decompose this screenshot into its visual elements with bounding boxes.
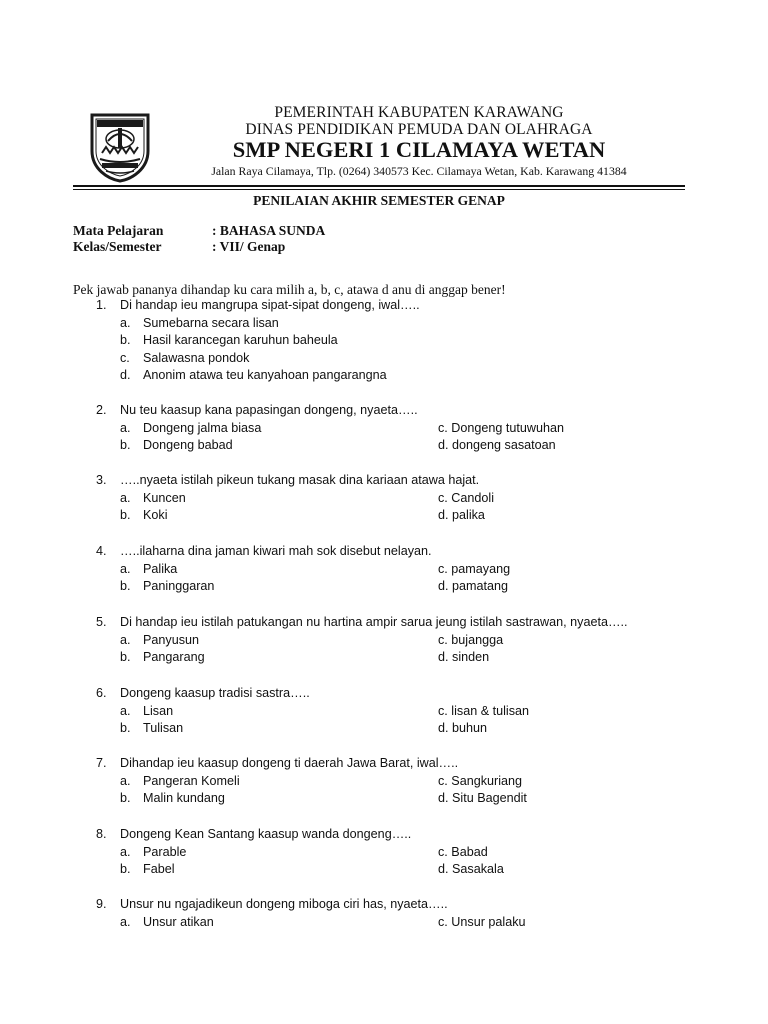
question-number: 7. bbox=[96, 756, 107, 770]
option-item bbox=[438, 915, 526, 929]
option-text: Malin kundang bbox=[143, 791, 225, 806]
question-number: 8. bbox=[96, 827, 107, 841]
question-text: Di handap ieu istilah patukangan nu hartina ampir sarua jeung istilah sastrawan, nyaeta….. bbox=[120, 615, 628, 629]
option-letter: a. bbox=[120, 773, 131, 788]
option-text: pamayang bbox=[451, 561, 511, 576]
option-text: Palika bbox=[143, 561, 178, 576]
option-text: Parable bbox=[143, 844, 187, 859]
option-letter: b. bbox=[120, 508, 131, 523]
option-letter: a. bbox=[120, 561, 131, 576]
option-letter: a. bbox=[120, 490, 131, 505]
option-item bbox=[438, 579, 508, 593]
option-letter: b. bbox=[120, 333, 131, 348]
school-name: SMP NEGERI 1 CILAMAYA WETAN bbox=[232, 137, 606, 162]
option-text: buhun bbox=[452, 721, 488, 736]
option-letter: d. bbox=[438, 438, 453, 453]
option-text: Dongeng babad bbox=[143, 438, 233, 453]
option-item bbox=[438, 862, 504, 876]
option-text: Anonim atawa teu kanyahoan pangarangna bbox=[143, 368, 387, 383]
question-text: Dongeng kaasup tradisi sastra….. bbox=[120, 686, 310, 700]
option-text: Dongeng tutuwuhan bbox=[451, 420, 565, 435]
option-letter: a. bbox=[120, 703, 131, 718]
option-text: Pangeran Komeli bbox=[143, 773, 240, 788]
option-letter: b. bbox=[120, 579, 131, 594]
question-number: 4. bbox=[96, 544, 107, 558]
option-item bbox=[438, 791, 527, 805]
option-letter: c. bbox=[438, 561, 452, 576]
option-letter: b. bbox=[120, 438, 131, 453]
option-letter: c. bbox=[438, 703, 452, 718]
option-letter: c. bbox=[438, 490, 452, 505]
option-text: Sangkuriang bbox=[451, 773, 523, 788]
option-letter: b. bbox=[120, 862, 131, 877]
option-text: dongeng sasatoan bbox=[452, 438, 556, 453]
exam-instruction: Pek jawab pananya dihandap ku cara milih a, b, c, atawa d anu di anggap bener! bbox=[73, 282, 506, 297]
option-letter: b. bbox=[120, 650, 131, 665]
option-text: Fabel bbox=[143, 862, 175, 877]
option-letter: a. bbox=[120, 315, 131, 330]
option-item bbox=[438, 421, 564, 435]
option-item bbox=[438, 704, 529, 718]
question-text: Dihandap ieu kaasup dongeng ti daerah Jawa Barat, iwal….. bbox=[120, 756, 459, 770]
option-text: Sumebarna secara lisan bbox=[143, 315, 279, 330]
option-text: Panyusun bbox=[143, 632, 200, 647]
option-letter: a. bbox=[120, 632, 131, 647]
option-item bbox=[438, 721, 487, 735]
option-text: Candoli bbox=[451, 490, 495, 505]
question-text: …..nyaeta istilah pikeun tukang masak dina kariaan atawa hajat. bbox=[120, 473, 480, 487]
option-text: Unsur atikan bbox=[143, 914, 214, 929]
option-letter: d. bbox=[438, 721, 453, 736]
option-text: pamatang bbox=[452, 579, 509, 594]
question-number: 6. bbox=[96, 686, 107, 700]
class-semester-label: Kelas/Semester bbox=[73, 239, 162, 254]
question-number: 5. bbox=[96, 615, 107, 629]
option-text: bujangga bbox=[451, 632, 504, 647]
option-item bbox=[438, 633, 503, 647]
question-text: Unsur nu ngajadikeun dongeng miboga ciri has, nyaeta….. bbox=[120, 897, 448, 911]
option-text: Dongeng jalma biasa bbox=[143, 420, 262, 435]
question-text: Di handap ieu mangrupa sipat-sipat dongeng, iwal….. bbox=[120, 298, 420, 312]
option-item bbox=[438, 508, 485, 522]
class-semester-value: : VII/ Genap bbox=[212, 239, 286, 254]
option-letter: b. bbox=[120, 791, 131, 806]
option-item bbox=[438, 650, 489, 664]
option-letter: c. bbox=[120, 350, 130, 365]
option-item bbox=[438, 845, 488, 859]
option-letter: d. bbox=[438, 791, 453, 806]
option-letter: a. bbox=[120, 914, 131, 929]
option-letter: d. bbox=[438, 650, 453, 665]
department-heading: DINAS PENDIDIKAN PEMUDA DAN OLAHRAGA bbox=[245, 121, 593, 138]
option-text: sinden bbox=[452, 650, 490, 665]
option-letter: c. bbox=[438, 773, 452, 788]
government-heading: PEMERINTAH KABUPATEN KARAWANG bbox=[274, 104, 564, 121]
option-letter: a. bbox=[120, 420, 131, 435]
option-letter: d. bbox=[438, 862, 453, 877]
option-text: Unsur palaku bbox=[451, 914, 526, 929]
option-text: Sasakala bbox=[452, 862, 504, 877]
option-text: Kuncen bbox=[143, 490, 186, 505]
option-text: Hasil karancegan karuhun baheula bbox=[143, 333, 338, 348]
question-text: …..ilaharna dina jaman kiwari mah sok disebut nelayan. bbox=[120, 544, 432, 558]
subject-value: : BAHASA SUNDA bbox=[212, 223, 326, 238]
question-number: 2. bbox=[96, 403, 107, 417]
question-number: 9. bbox=[96, 897, 107, 911]
question-number: 1. bbox=[96, 298, 107, 312]
option-item bbox=[438, 774, 522, 788]
option-text: Koki bbox=[143, 508, 168, 523]
option-text: Salawasna pondok bbox=[143, 350, 250, 365]
option-text: Pangarang bbox=[143, 650, 205, 665]
option-text: palika bbox=[452, 508, 485, 523]
option-letter: c. bbox=[438, 844, 452, 859]
option-text: Paninggaran bbox=[143, 579, 215, 594]
option-letter: b. bbox=[120, 721, 131, 736]
option-letter: c. bbox=[438, 914, 452, 929]
option-item bbox=[438, 562, 510, 576]
option-text: Tulisan bbox=[143, 721, 184, 736]
option-item bbox=[438, 438, 556, 452]
question-text: Dongeng Kean Santang kaasup wanda dongeng….. bbox=[120, 827, 412, 841]
option-text: Situ Bagendit bbox=[452, 791, 527, 806]
option-text: Lisan bbox=[143, 703, 174, 718]
option-text: Babad bbox=[451, 844, 488, 859]
option-letter: d. bbox=[438, 508, 453, 523]
exam-title: PENILAIAN AKHIR SEMESTER GENAP bbox=[253, 193, 505, 208]
option-letter: c. bbox=[438, 632, 452, 647]
subject-label: Mata Pelajaran bbox=[73, 223, 164, 238]
question-number: 3. bbox=[96, 473, 107, 487]
option-letter: c. bbox=[438, 420, 452, 435]
question-text: Nu teu kaasup kana papasingan dongeng, nyaeta….. bbox=[120, 403, 418, 417]
option-letter: d. bbox=[438, 579, 453, 594]
option-letter: a. bbox=[120, 844, 131, 859]
option-item bbox=[438, 491, 494, 505]
option-text: lisan & tulisan bbox=[451, 703, 529, 718]
option-letter: d. bbox=[120, 368, 131, 383]
school-address: Jalan Raya Cilamaya, Tlp. (0264) 340573 Kec. Cilamaya Wetan, Kab. Karawang 41384 bbox=[211, 164, 627, 178]
